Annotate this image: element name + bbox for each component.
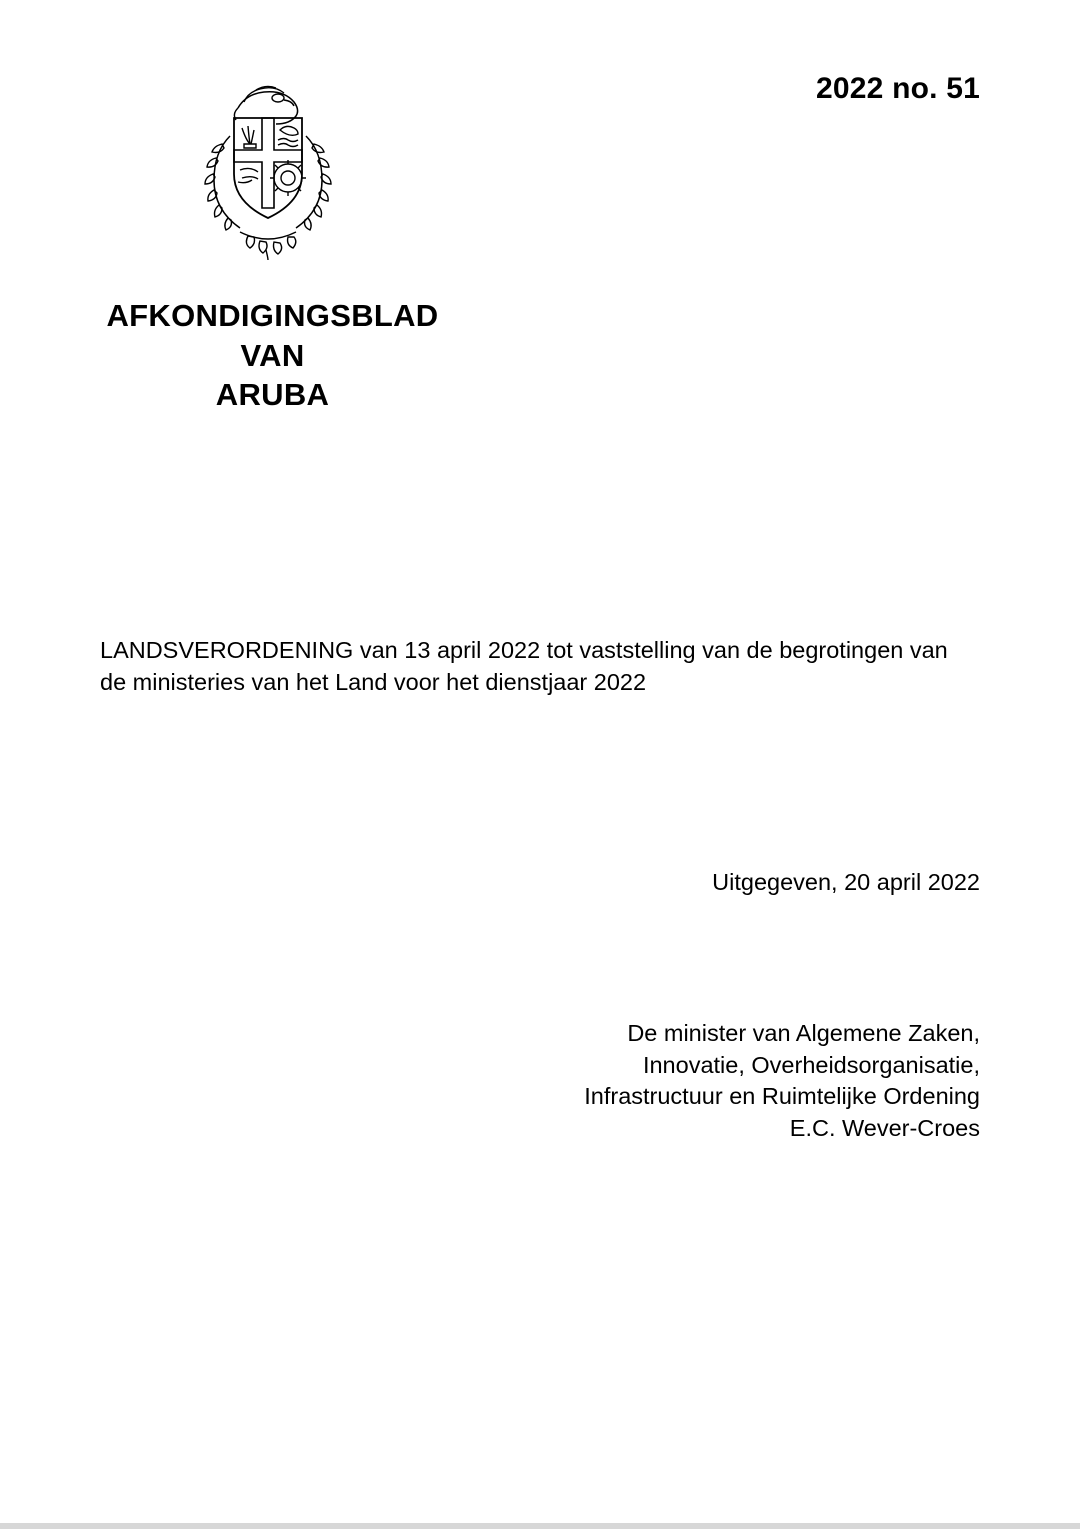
signature-line-4: E.C. Wever-Croes [789,1115,980,1142]
masthead [100,296,445,415]
signature-line-2: Innovatie, Overheidsorganisatie, [642,1051,980,1078]
document-title: LANDSVERORDENING van 13 april 2022 tot vaststelling van de begrotingen van de ministeries van het Land voor het dienstjaar 2022 [100,637,948,696]
masthead-line-3: ARUBA [215,377,330,413]
issued-date: Uitgegeven, 20 april 2022 [712,869,980,895]
signature-line-1: De minister van Algemene Zaken, [627,1020,980,1046]
signature-line-3: Infrastructuur en Ruimtelijke Ordening [584,1083,980,1110]
masthead-line-1: AFKONDIGINGSBLAD [106,298,439,333]
issue-number: 2022 no. 51 [816,72,980,105]
coat-of-arms-icon [178,78,358,264]
page-bottom-edge [0,1523,1080,1529]
signature-block [100,1018,980,1145]
masthead-line-2: VAN [240,337,305,373]
